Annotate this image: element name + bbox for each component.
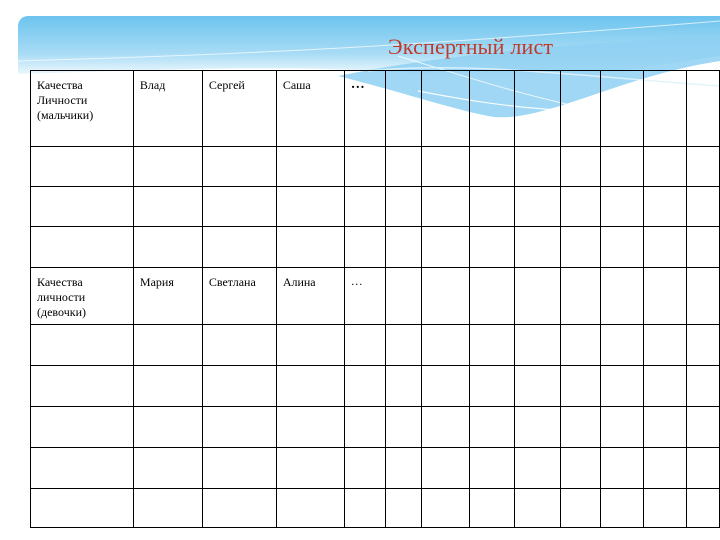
empty-cell[interactable] xyxy=(561,407,601,448)
girls-empty-row xyxy=(31,489,720,528)
empty-cell[interactable] xyxy=(31,489,134,528)
empty-cell[interactable] xyxy=(601,268,644,325)
empty-cell[interactable] xyxy=(31,366,134,407)
girl-name-cell xyxy=(202,268,276,325)
empty-cell[interactable] xyxy=(601,489,644,528)
empty-cell[interactable] xyxy=(385,407,421,448)
empty-cell[interactable] xyxy=(276,187,344,227)
girls-empty-row xyxy=(31,448,720,489)
empty-cell[interactable] xyxy=(385,489,421,528)
name-cell xyxy=(133,71,202,147)
empty-cell[interactable] xyxy=(276,147,344,187)
empty-cell[interactable] xyxy=(421,268,469,325)
girls-heading: Качества личности (девочки) xyxy=(37,275,86,319)
empty-cell[interactable] xyxy=(644,366,687,407)
empty-cell[interactable] xyxy=(133,187,202,227)
empty-cell[interactable] xyxy=(686,227,719,268)
empty-cell[interactable] xyxy=(644,407,687,448)
empty-cell[interactable] xyxy=(385,268,421,325)
empty-cell[interactable] xyxy=(421,325,469,366)
empty-cell[interactable] xyxy=(421,489,469,528)
empty-cell[interactable] xyxy=(601,407,644,448)
empty-cell[interactable] xyxy=(561,147,601,187)
girls-header-row xyxy=(31,268,720,325)
empty-cell[interactable] xyxy=(344,489,385,528)
empty-cell[interactable] xyxy=(469,407,515,448)
empty-cell[interactable] xyxy=(133,366,202,407)
empty-cell[interactable] xyxy=(469,448,515,489)
girls-empty-row xyxy=(31,407,720,448)
empty-cell[interactable] xyxy=(202,325,276,366)
empty-cell[interactable] xyxy=(515,448,561,489)
empty-cell[interactable] xyxy=(515,71,561,147)
empty-cell[interactable] xyxy=(515,407,561,448)
empty-cell[interactable] xyxy=(133,325,202,366)
empty-cell[interactable] xyxy=(202,366,276,407)
empty-cell[interactable] xyxy=(561,325,601,366)
empty-cell[interactable] xyxy=(686,187,719,227)
empty-cell[interactable] xyxy=(561,268,601,325)
empty-cell[interactable] xyxy=(469,147,515,187)
empty-cell[interactable] xyxy=(276,489,344,528)
girls-empty-row xyxy=(31,366,720,407)
empty-cell[interactable] xyxy=(31,407,134,448)
empty-cell[interactable] xyxy=(601,448,644,489)
empty-cell[interactable] xyxy=(344,448,385,489)
empty-cell[interactable] xyxy=(644,325,687,366)
empty-cell[interactable] xyxy=(385,325,421,366)
girls-empty-row xyxy=(31,325,720,366)
empty-cell[interactable] xyxy=(686,407,719,448)
empty-cell[interactable] xyxy=(686,325,719,366)
empty-cell[interactable] xyxy=(561,448,601,489)
girls-more-ellipsis-cell xyxy=(344,268,385,325)
empty-cell[interactable] xyxy=(31,448,134,489)
empty-cell[interactable] xyxy=(421,227,469,268)
empty-cell[interactable] xyxy=(133,448,202,489)
girls-heading-cell xyxy=(31,268,134,325)
empty-cell[interactable] xyxy=(133,489,202,528)
girl-name: Светлана xyxy=(208,275,256,289)
empty-cell[interactable] xyxy=(469,268,515,325)
page-title: Экспертный лист xyxy=(388,34,554,59)
empty-cell[interactable] xyxy=(469,187,515,227)
empty-cell[interactable] xyxy=(133,227,202,268)
empty-cell[interactable] xyxy=(421,448,469,489)
table-body xyxy=(31,71,720,528)
empty-cell[interactable] xyxy=(202,227,276,268)
empty-cell[interactable] xyxy=(276,448,344,489)
empty-cell[interactable] xyxy=(515,227,561,268)
empty-cell[interactable] xyxy=(644,147,687,187)
empty-cell[interactable] xyxy=(202,448,276,489)
boys-more-ellipsis: … xyxy=(350,77,365,92)
empty-cell[interactable] xyxy=(601,71,644,147)
empty-cell[interactable] xyxy=(469,71,515,147)
empty-cell[interactable] xyxy=(601,325,644,366)
empty-cell[interactable] xyxy=(344,325,385,366)
empty-cell[interactable] xyxy=(601,227,644,268)
empty-cell[interactable] xyxy=(686,448,719,489)
empty-cell[interactable] xyxy=(421,407,469,448)
empty-cell[interactable] xyxy=(276,227,344,268)
empty-cell[interactable] xyxy=(601,366,644,407)
empty-cell[interactable] xyxy=(515,268,561,325)
empty-cell[interactable] xyxy=(561,187,601,227)
empty-cell[interactable] xyxy=(561,227,601,268)
empty-cell[interactable] xyxy=(686,268,719,325)
empty-cell[interactable] xyxy=(686,366,719,407)
empty-cell[interactable] xyxy=(601,187,644,227)
empty-cell[interactable] xyxy=(421,147,469,187)
empty-cell[interactable] xyxy=(385,366,421,407)
name-cell xyxy=(202,71,276,147)
empty-cell[interactable] xyxy=(469,489,515,528)
empty-cell[interactable] xyxy=(601,147,644,187)
boy-name: Саша xyxy=(282,78,311,92)
empty-cell[interactable] xyxy=(644,71,687,147)
empty-cell[interactable] xyxy=(385,227,421,268)
empty-cell[interactable] xyxy=(31,325,134,366)
empty-cell[interactable] xyxy=(344,187,385,227)
empty-cell[interactable] xyxy=(344,407,385,448)
empty-cell[interactable] xyxy=(686,147,719,187)
empty-cell[interactable] xyxy=(133,407,202,448)
girl-name-cell xyxy=(276,268,344,325)
girl-name: Мария xyxy=(139,275,174,289)
empty-cell[interactable] xyxy=(515,366,561,407)
empty-cell[interactable] xyxy=(202,147,276,187)
empty-cell[interactable] xyxy=(686,489,719,528)
empty-cell[interactable] xyxy=(202,489,276,528)
empty-cell[interactable] xyxy=(686,71,719,147)
boys-empty-row xyxy=(31,227,720,268)
girls-more-ellipsis: … xyxy=(350,274,363,288)
empty-cell[interactable] xyxy=(644,268,687,325)
name-cell xyxy=(276,71,344,147)
empty-cell[interactable] xyxy=(561,71,601,147)
empty-cell[interactable] xyxy=(469,325,515,366)
empty-cell[interactable] xyxy=(515,489,561,528)
empty-cell[interactable] xyxy=(202,187,276,227)
empty-cell[interactable] xyxy=(515,325,561,366)
empty-cell[interactable] xyxy=(385,187,421,227)
empty-cell[interactable] xyxy=(561,366,601,407)
empty-cell[interactable] xyxy=(385,71,421,147)
empty-cell[interactable] xyxy=(644,227,687,268)
empty-cell[interactable] xyxy=(421,71,469,147)
empty-cell[interactable] xyxy=(31,187,134,227)
empty-cell[interactable] xyxy=(515,147,561,187)
empty-cell[interactable] xyxy=(644,187,687,227)
empty-cell[interactable] xyxy=(385,448,421,489)
boys-heading-cell xyxy=(31,71,134,147)
empty-cell[interactable] xyxy=(344,227,385,268)
empty-cell[interactable] xyxy=(31,147,134,187)
boys-empty-row xyxy=(31,187,720,227)
empty-cell[interactable] xyxy=(276,366,344,407)
more-cell xyxy=(344,71,385,147)
empty-cell[interactable] xyxy=(469,366,515,407)
expert-sheet-table xyxy=(30,70,720,528)
girl-name: Алина xyxy=(282,275,316,289)
empty-cell[interactable] xyxy=(202,407,276,448)
boy-name: Влад xyxy=(139,78,166,92)
boys-empty-row xyxy=(31,147,720,187)
empty-cell[interactable] xyxy=(344,366,385,407)
empty-cell[interactable] xyxy=(421,187,469,227)
empty-cell[interactable] xyxy=(344,147,385,187)
empty-cell[interactable] xyxy=(561,489,601,528)
girl-name-cell xyxy=(133,268,202,325)
empty-cell[interactable] xyxy=(276,325,344,366)
empty-cell[interactable] xyxy=(31,227,134,268)
empty-cell[interactable] xyxy=(515,187,561,227)
empty-cell[interactable] xyxy=(469,227,515,268)
empty-cell[interactable] xyxy=(644,448,687,489)
boys-header-row xyxy=(31,71,720,147)
empty-cell[interactable] xyxy=(133,147,202,187)
boys-heading: Качества Личности (мальчики) xyxy=(37,78,94,122)
empty-cell[interactable] xyxy=(644,489,687,528)
empty-cell[interactable] xyxy=(276,407,344,448)
empty-cell[interactable] xyxy=(385,147,421,187)
empty-cell[interactable] xyxy=(421,366,469,407)
boy-name: Сергей xyxy=(208,78,245,92)
